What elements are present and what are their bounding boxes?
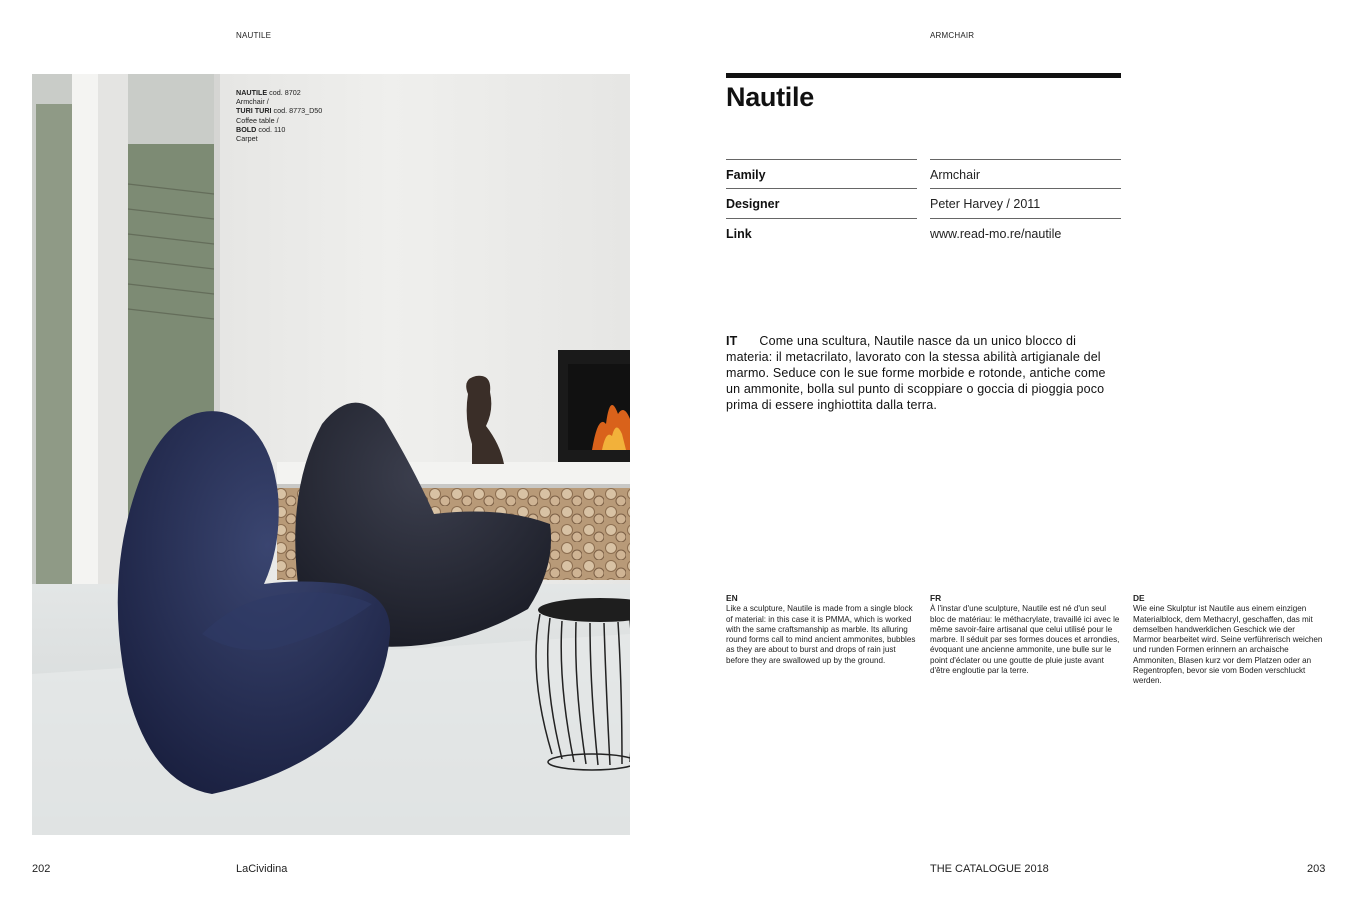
spec-rule <box>930 188 1121 189</box>
product-title: Nautile <box>726 82 814 112</box>
page-number-right: 203 <box>1307 863 1326 875</box>
interior-scene-illustration <box>32 74 630 835</box>
title-rule <box>726 73 1121 78</box>
body-fr: À l'instar d'une sculpture, Nautile est né d'un seul bloc de matériau: le méthacrylate, travaillé ici avec le même savoir-faire artisanal que celui utilisé pour le marbre. Il séduit par ses formes douces et arrondies, évoquant une ancienne ammonite, une bulle sur le point d'éclater ou une goutte de pluie juste avant d'être engloutie par la terre. <box>930 604 1120 676</box>
spec-rule <box>930 218 1121 219</box>
lang-code-en: EN <box>726 593 738 603</box>
running-head-left: NAUTILE <box>236 31 272 40</box>
product-photo <box>32 74 630 835</box>
description-en <box>726 593 918 666</box>
footer-brand: LaCividina <box>236 863 288 875</box>
caption-line: NAUTILE cod. 8702 <box>236 88 301 97</box>
lang-code-de: DE <box>1133 593 1145 603</box>
footer-catalogue: THE CATALOGUE 2018 <box>930 863 1049 875</box>
caption-line: Carpet <box>236 134 258 144</box>
body-de: Wie eine Skulptur ist Nautile aus einem einzigen Materialblock, dem Methacryl, geschaffen, das mit demselben handwerklichen Geschick wie der Marmor bearbeitet wird. Seine verführerisch weichen und runden Formen erinnern an archaische Ammoniten, Blasen kurz vor dem Platzen oder an Regentropfen, bevor sie vom Boden verschluckt werden. <box>1133 604 1323 686</box>
spec-value-designer: Peter Harvey / 2011 <box>930 197 1041 211</box>
spec-rule <box>726 188 917 189</box>
photo-caption <box>236 88 322 143</box>
spec-label-family: Family <box>726 168 766 182</box>
caption-line: TURI TURI cod. 8773_D50 <box>236 106 323 116</box>
lang-code-it: IT <box>726 334 738 348</box>
spec-rule <box>726 218 917 219</box>
spec-value-link[interactable]: www.read-mo.re/nautile <box>930 227 1062 241</box>
spec-label-link: Link <box>726 227 752 241</box>
caption-line: Armchair / <box>236 97 269 107</box>
spec-label-designer: Designer <box>726 197 780 211</box>
spec-value-family: Armchair <box>930 168 981 182</box>
description-de <box>1133 593 1325 687</box>
description-fr <box>930 593 1122 676</box>
caption-line: BOLD cod. 110 <box>236 124 286 134</box>
spec-rule <box>726 159 917 160</box>
caption-line: Coffee table / <box>236 115 279 125</box>
description-it <box>726 333 1122 413</box>
body-en: Like a sculpture, Nautile is made from a single block of material: in this case it is PMMA, which is worked with the same craftsmanship as marble. Its alluring round forms call to mind ancient ammonites, bubbles as they are about to burst and drops of rain just before they are swallowed up by the ground. <box>726 604 916 665</box>
spec-rule <box>930 159 1121 160</box>
page-number-left: 202 <box>32 863 51 875</box>
running-head-right: ARMCHAIR <box>930 31 975 40</box>
lang-code-fr: FR <box>930 593 942 603</box>
body-it: Come una scultura, Nautile nasce da un unico blocco di materia: il metacrilato, lavorato con la stessa abilità artigianale del marmo. Seduce con le sue forme morbide e rotonde, antiche come un ammonite, bolla sul punto di scoppiare o goccia di pioggia poco prima di essere inghiottita dalla terra. <box>726 334 1106 412</box>
